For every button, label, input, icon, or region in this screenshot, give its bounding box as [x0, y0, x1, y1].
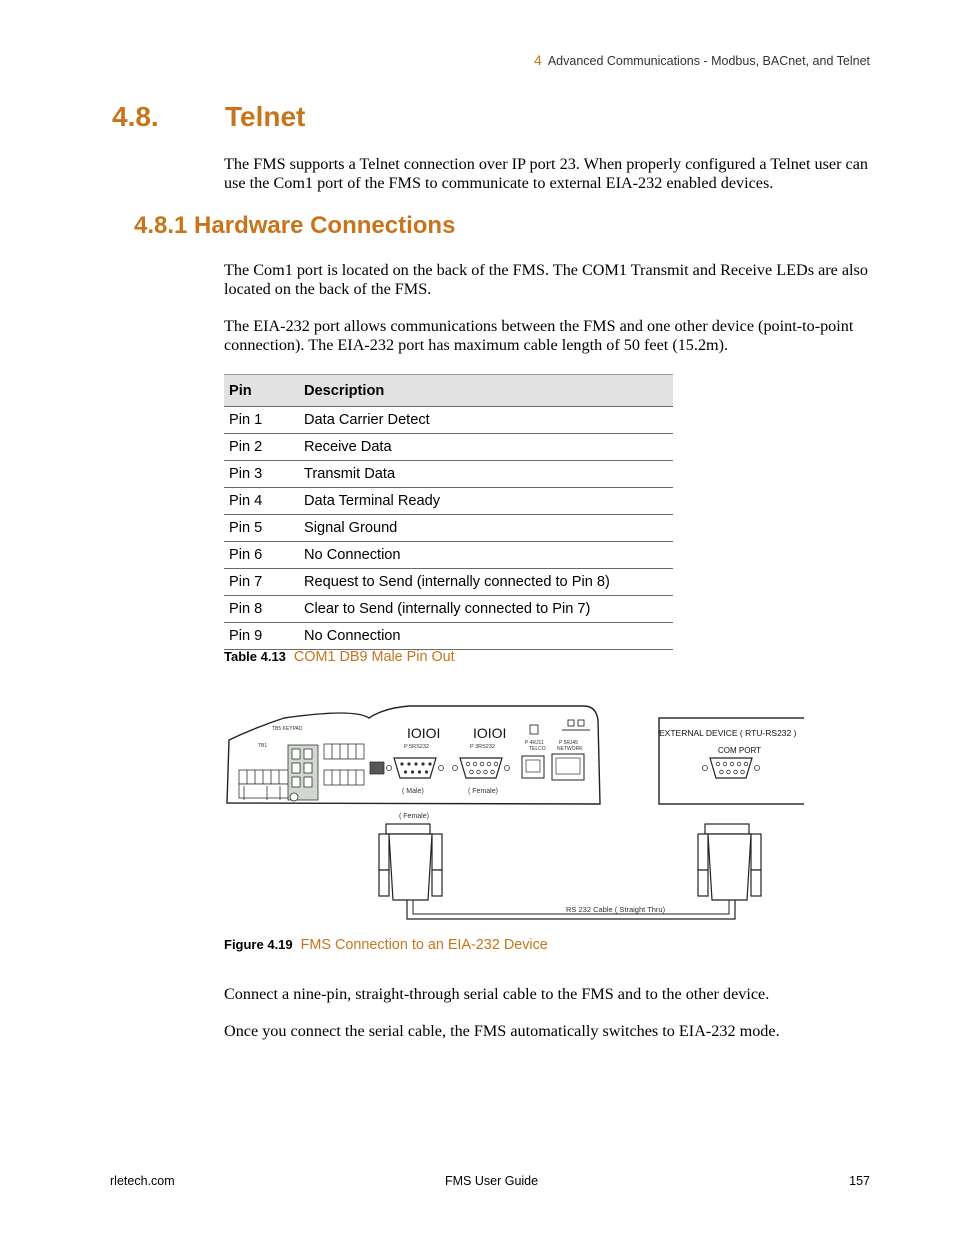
figure-caption-label: Figure 4.19 — [224, 937, 293, 952]
io-glyph: IOIOI — [473, 725, 507, 741]
description-cell: Data Carrier Detect — [299, 407, 673, 434]
chapter-number: 4 — [534, 52, 542, 68]
table-row — [224, 623, 673, 650]
p5-rj45-label: P 5RJ45 — [559, 740, 579, 746]
external-device-label: EXTERNAL DEVICE ( RTU-RS232 ) — [659, 728, 797, 738]
subsection-title: 4.8.1 Hardware Connections — [134, 212, 456, 239]
external-db9-port — [710, 758, 752, 778]
description-cell: Request to Send (internally connected to Pin 8) — [299, 569, 673, 596]
right-cable-connector — [698, 824, 761, 900]
running-header — [534, 52, 870, 68]
pin-cell: Pin 1 — [224, 407, 299, 434]
footer-website: rletech.com — [110, 1174, 175, 1188]
p5-rs232-label: P 5RS232 — [404, 744, 429, 750]
io-glyph: IOIOI — [407, 725, 441, 741]
description-cell: Data Terminal Ready — [299, 488, 673, 515]
footer-doc-title: FMS User Guide — [445, 1174, 539, 1188]
network-label: NETWORK — [557, 746, 583, 752]
db9-male-port — [394, 758, 436, 778]
table-caption — [224, 649, 455, 665]
table-row — [224, 461, 673, 488]
description-cell: Signal Ground — [299, 515, 673, 542]
figure-caption-text: FMS Connection to an EIA-232 Device — [300, 937, 548, 953]
pin-cell: Pin 3 — [224, 461, 299, 488]
section-number: 4.8. — [112, 101, 159, 132]
db9-female-port — [460, 758, 502, 778]
connection-diagram — [224, 700, 804, 922]
pin-cell: Pin 9 — [224, 623, 299, 650]
description-cell: Transmit Data — [299, 461, 673, 488]
header-description: Description — [299, 375, 673, 407]
p4-rj11-label: P 4RJ11 — [525, 740, 544, 746]
description-cell: No Connection — [299, 542, 673, 569]
pin-cell: Pin 4 — [224, 488, 299, 515]
telco-label: TELCO — [529, 746, 546, 752]
header-pin: Pin — [224, 375, 299, 407]
table-row — [224, 407, 673, 434]
table-caption-text: COM1 DB9 Male Pin Out — [293, 649, 455, 665]
chapter-title: Advanced Communications - Modbus, BACnet, and Telnet — [547, 54, 870, 68]
table-row — [224, 542, 673, 569]
p3-rs232-label: P 3RS232 — [470, 744, 495, 750]
pin-cell: Pin 2 — [224, 434, 299, 461]
left-cable-connector — [379, 824, 442, 900]
description-cell: No Connection — [299, 623, 673, 650]
description-cell: Receive Data — [299, 434, 673, 461]
cable-label: RS 232 Cable ( Straight Thru) — [566, 905, 666, 914]
pin-cell: Pin 6 — [224, 542, 299, 569]
pin-cell: Pin 5 — [224, 515, 299, 542]
table-row — [224, 569, 673, 596]
figure-caption — [224, 937, 548, 953]
section-title: Telnet — [225, 101, 306, 132]
table-header-row — [224, 375, 673, 407]
tb5-label: TB5 KEYPAD — [272, 726, 303, 732]
pin-cell: Pin 8 — [224, 596, 299, 623]
description-cell: Clear to Send (internally connected to Pin 7) — [299, 596, 673, 623]
auto-switch-paragraph: Once you connect the serial cable, the FMS automatically switches to EIA-232 mode. — [224, 1022, 780, 1040]
pin-table — [224, 374, 673, 650]
com-port-label: COM PORT — [718, 746, 761, 755]
female-port-label: ( Female) — [468, 788, 498, 795]
connect-paragraph: Connect a nine-pin, straight-through serial cable to the FMS and to the other device. — [224, 985, 770, 1003]
table-caption-label: Table 4.13 — [224, 649, 286, 664]
table-row — [224, 596, 673, 623]
pin-cell: Pin 7 — [224, 569, 299, 596]
eia232-paragraph: The EIA-232 port allows communications between the FMS and one other device (point-to-point connection). The EIA-232 port has maximum cable length of 50 feet (15.2m). — [224, 317, 854, 354]
table-row — [224, 434, 673, 461]
table-row — [224, 488, 673, 515]
tb1-label: TB1 — [258, 743, 268, 749]
table-row — [224, 515, 673, 542]
male-label: ( Male) — [402, 788, 424, 795]
intro-paragraph: The FMS supports a Telnet connection over IP port 23. When properly configured a Telnet user can use the Com1 port of the FMS to communicate to external EIA-232 enabled devices. — [224, 155, 869, 192]
page-number: 157 — [849, 1174, 870, 1188]
rj11-jack — [522, 756, 544, 778]
com1-paragraph: The Com1 port is located on the back of the FMS. The COM1 Transmit and Receive LEDs are also located on the back of the FMS. — [224, 261, 868, 298]
female-cable-label: ( Female) — [399, 813, 429, 820]
